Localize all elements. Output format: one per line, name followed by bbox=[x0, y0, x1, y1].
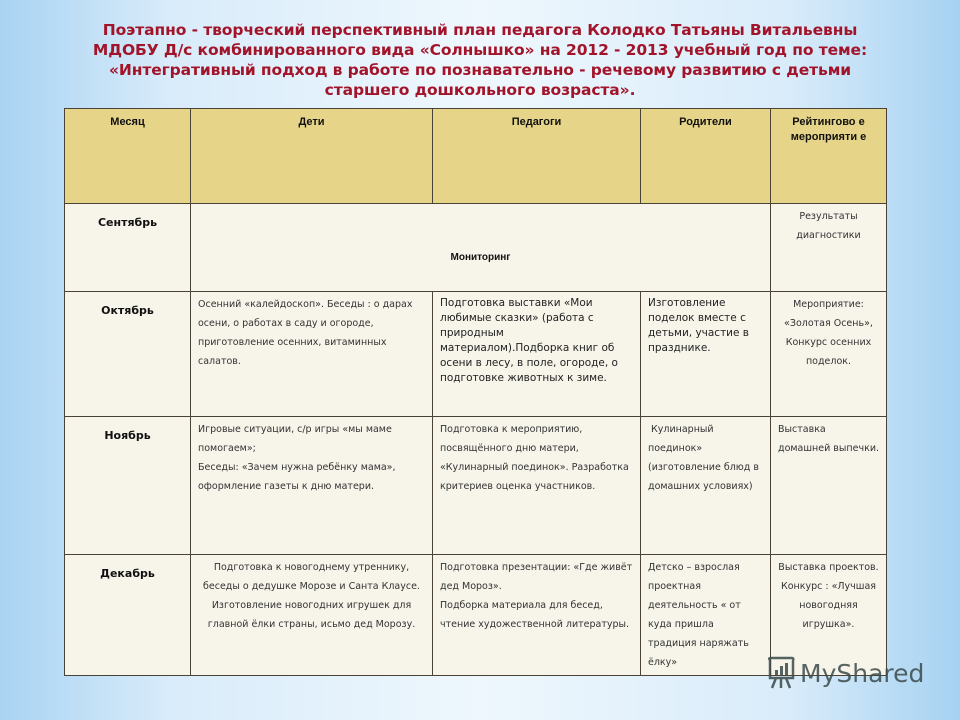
rating-cell: Результаты диагностики bbox=[771, 204, 887, 292]
title-line: МДОБУ Д/с комбинированного вида «Солнышко» на 2012 - 2013 учебный год по теме: bbox=[92, 41, 868, 59]
title-line: Поэтапно - творческий перспективный план педагога Колодко Татьяны Витальевны bbox=[102, 21, 858, 39]
header-teachers: Педагоги bbox=[433, 109, 641, 204]
title-line: старшего дошкольного возраста». bbox=[324, 81, 636, 99]
header-children: Дети bbox=[191, 109, 433, 204]
parents-cell: Изготовление поделок вместе с детьми, участие в празднике. bbox=[641, 292, 771, 417]
table-row bbox=[65, 555, 887, 676]
month-cell: Октябрь bbox=[65, 292, 191, 417]
header-month: Месяц bbox=[65, 109, 191, 204]
myshared-watermark bbox=[766, 656, 924, 690]
title-line: «Интегративный подход в работе по познавательно - речевому развитию с детьми bbox=[108, 61, 852, 79]
children-cell: Осенний «калейдоскоп». Беседы : о дарах осени, о работах в саду и огороде, приготовление осенних, витаминных салатов. bbox=[191, 292, 433, 417]
parents-cell: Кулинарный поединок» (изготовление блюд в домашних условиях) bbox=[641, 417, 771, 555]
children-cell: Подготовка к новогоднему утреннику, беседы о дедушке Морозе и Санта Клаусе. Изготовление новогодних игрушек для главной ёлки страны, исьмо дед Морозу. bbox=[191, 555, 433, 676]
rating-cell: Мероприятие: «Золотая Осень», Конкурс осенних поделок. bbox=[771, 292, 887, 417]
teachers-cell: Подготовка выставки «Мои любимые сказки» (работа с природным материалом).Подборка книг об осени в лесу, в поле, огороде, о подготовке животных к зиме. bbox=[433, 292, 641, 417]
teachers-cell: Подготовка презентации: «Где живёт дед Мороз». Подборка материала для бесед, чтение художественной литературы. bbox=[433, 555, 641, 676]
month-cell: Декабрь bbox=[65, 555, 191, 676]
presentation-chart-icon bbox=[766, 656, 796, 690]
table-row bbox=[65, 204, 887, 292]
monitoring-cell: Мониторинг bbox=[191, 204, 771, 292]
rating-cell: Выставка проектов. Конкурс : «Лучшая новогодняя игрушка». bbox=[771, 555, 887, 676]
plan-table bbox=[64, 108, 887, 676]
month-cell: Ноябрь bbox=[65, 417, 191, 555]
table-row bbox=[65, 417, 887, 555]
header-parents: Родители bbox=[641, 109, 771, 204]
parents-cell: Детско – взрослая проектная деятельность « от куда пришла традиция наряжать ёлку» bbox=[641, 555, 771, 676]
header-rating: Рейтингово е мероприяти е bbox=[771, 109, 887, 204]
children-cell: Игровые ситуации, с/р игры «мы маме помогаем»; Беседы: «Зачем нужна ребёнку мама», оформление газеты к дню матери. bbox=[191, 417, 433, 555]
page-title bbox=[80, 20, 880, 100]
watermark-text: MyShared bbox=[800, 658, 925, 688]
table-header-row bbox=[65, 109, 887, 204]
table-row bbox=[65, 292, 887, 417]
month-cell: Сентябрь bbox=[65, 204, 191, 292]
rating-cell: Выставка домашней выпечки. bbox=[771, 417, 887, 555]
teachers-cell: Подготовка к мероприятию, посвящённого дню матери, «Кулинарный поединок». Разработка критериев оценка участников. bbox=[433, 417, 641, 555]
